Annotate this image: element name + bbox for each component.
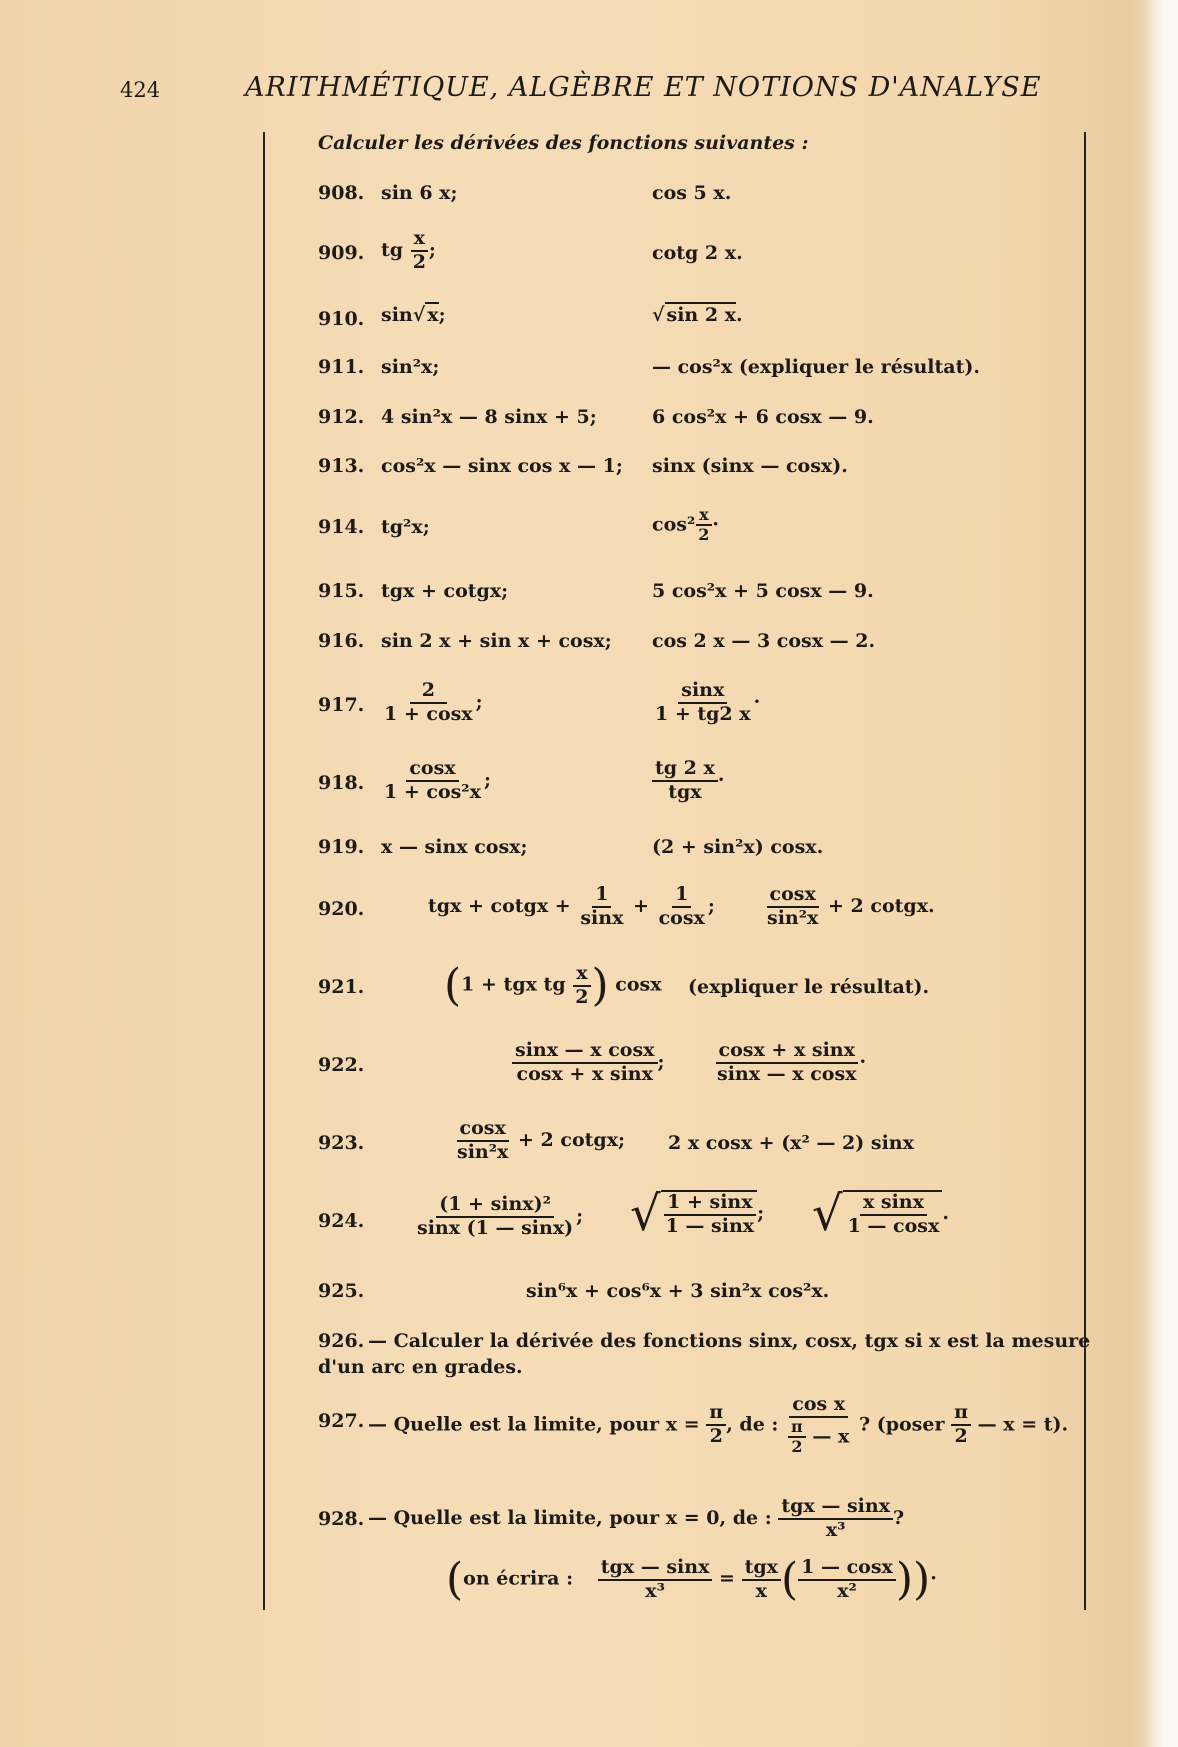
problem-number: 915. — [318, 580, 365, 602]
problem-number: 908. — [318, 182, 365, 204]
denominator: 1 + cosx — [384, 702, 473, 725]
numerator: 1 — cosx — [798, 1557, 896, 1581]
numerator: cosx — [406, 758, 458, 782]
problem-expr-a: tgx + cotgx; — [381, 580, 509, 602]
problem-expr-b — [652, 506, 719, 545]
fraction — [661, 1190, 758, 1238]
radical-icon: √ — [652, 304, 665, 326]
fraction — [764, 884, 821, 930]
problem-text: d'un arc en grades. — [318, 1356, 523, 1378]
numerator: cosx + x sinx — [716, 1040, 858, 1064]
fraction — [656, 884, 708, 930]
denominator: 1 + tg2 x — [655, 702, 751, 725]
problem-expr-b: 5 cos²x + 5 cosx — 9. — [652, 580, 874, 602]
fraction — [843, 1190, 943, 1238]
expr-text: ; — [428, 238, 436, 261]
expr-text: · — [753, 690, 761, 713]
denominator: 2 — [709, 1425, 723, 1448]
problem-expr-b: — cos²x (expliquer le résultat). — [652, 356, 980, 378]
numerator: tgx — [742, 1557, 781, 1581]
problem-expr-b: 2 x cosx + (x² — 2) sinx — [668, 1132, 914, 1154]
problem-text — [368, 1394, 1068, 1457]
denominator: 2 — [954, 1425, 968, 1448]
fraction — [951, 1402, 971, 1448]
problem-expr-a — [428, 884, 715, 930]
denominator: sin²x — [767, 906, 819, 929]
radical-icon: √ — [412, 304, 426, 326]
problem-expr-b — [652, 304, 743, 326]
problem-expr-a — [512, 1040, 665, 1086]
page-edge — [1144, 0, 1178, 1747]
problem-expr-b — [652, 758, 724, 804]
problem-expr-a: sin 6 x; — [381, 182, 458, 204]
expr-text: tgx + cotgx + — [428, 894, 571, 917]
fraction — [788, 1418, 806, 1457]
fraction — [778, 1496, 893, 1542]
denominator: x³ — [645, 1579, 665, 1602]
problem-expr-b — [630, 1186, 764, 1242]
numerator: x — [696, 506, 712, 526]
denominator: cosx — [658, 906, 705, 929]
expr-text: + 2 cotgx; — [518, 1128, 626, 1151]
problem-hint — [446, 1554, 937, 1605]
numerator: π — [706, 1402, 726, 1426]
numerator: x sinx — [860, 1192, 927, 1216]
expr-text: — x — [812, 1425, 850, 1448]
problem-number: 922. — [318, 1054, 365, 1076]
expr-text: · — [930, 1567, 937, 1590]
denominator: 2 — [575, 985, 589, 1008]
problem-expr-a: 4 sin²x — 8 sinx + 5; — [381, 406, 597, 428]
expr-text: ? — [893, 1506, 905, 1529]
numerator: 1 — [592, 884, 611, 908]
problem-number: 923. — [318, 1132, 365, 1154]
radical-icon: √ — [812, 1186, 843, 1242]
problem-expr-b: cos 5 x. — [652, 182, 732, 204]
page-number: 424 — [120, 78, 161, 102]
denominator: 1 — cosx — [847, 1215, 940, 1237]
expr-text: ; — [483, 768, 491, 791]
exercise-intro: Calculer les dérivées des fonctions suivantes : — [318, 132, 809, 154]
fraction — [454, 1118, 511, 1164]
problem-text: — Calculer la dérivée des fonctions sinx, cosx, tgx si x est la mesure — [368, 1330, 1091, 1352]
numerator: 1 + sinx — [664, 1192, 755, 1216]
problem-number: 928. — [318, 1508, 365, 1530]
problem-expr-a: sin²x; — [381, 356, 440, 378]
problem-expr-a — [381, 758, 491, 804]
problem-number: 927. — [318, 1410, 365, 1432]
denominator: 2 — [412, 250, 426, 273]
numerator: π — [951, 1402, 971, 1426]
problem-number: 909. — [318, 242, 365, 264]
expr-text: sin — [381, 304, 413, 326]
denominator: x³ — [825, 1518, 846, 1541]
denominator: 2 — [791, 1437, 803, 1457]
problem-expr-a — [444, 960, 662, 1011]
right-rule — [1084, 132, 1086, 1610]
expr-text: — x = t). — [977, 1413, 1069, 1436]
denominator: sinx (1 — sinx) — [417, 1216, 574, 1239]
expr-text: = — [719, 1567, 735, 1590]
expr-text: ; — [438, 304, 446, 326]
expr-text: ; — [757, 1202, 765, 1224]
numerator: tg 2 x — [652, 758, 718, 782]
expr-text: · — [717, 768, 725, 791]
problem-number: 918. — [318, 772, 365, 794]
fraction — [577, 884, 626, 930]
numerator: cosx — [457, 1118, 509, 1142]
radicand: x — [427, 304, 439, 326]
fraction — [714, 1040, 860, 1086]
fraction — [695, 506, 712, 545]
expr-text: . — [942, 1202, 949, 1224]
expr-text: ; — [707, 894, 715, 917]
numerator: x — [573, 963, 590, 987]
problem-expr-b — [764, 884, 935, 930]
problem-number: 913. — [318, 455, 365, 477]
denominator: 2 — [698, 525, 710, 545]
problem-expr-a: sin 2 x + sin x + cosx; — [381, 630, 612, 652]
problem-number: 919. — [318, 836, 365, 858]
problem-expr-b: cotg 2 x. — [652, 242, 743, 264]
numerator: (1 + sinx)² — [436, 1194, 554, 1218]
denominator: 1 + cos²x — [384, 780, 481, 803]
denominator: sinx — x cosx — [717, 1062, 857, 1085]
fraction — [572, 963, 591, 1009]
paren-right-icon: )) — [895, 1554, 931, 1605]
problem-number: 920. — [318, 898, 365, 920]
fraction — [652, 680, 754, 726]
problem-expr-b — [714, 1040, 866, 1086]
problem-expr-a: tg²x; — [381, 516, 430, 538]
fraction — [381, 758, 484, 804]
problem-expr-b: (2 + sin²x) cosx. — [652, 836, 824, 858]
expr-text: tg — [381, 238, 404, 261]
numerator: sinx — [678, 680, 727, 704]
expr-text: . — [736, 304, 743, 326]
problem-expr-b: sinx (sinx — cosx). — [652, 455, 848, 477]
expr-text: + 2 cotgx. — [828, 894, 935, 917]
denominator: 1 — sinx — [665, 1215, 755, 1237]
fraction — [410, 228, 429, 274]
expr-text: , de : — [726, 1413, 779, 1436]
numerator: cosx — [767, 884, 819, 908]
problem-number: 924. — [318, 1210, 365, 1232]
expr-text: cosx — [615, 973, 662, 996]
problem-expr-a — [414, 1194, 583, 1240]
radicand: sin 2 x — [666, 304, 737, 326]
fraction — [785, 1394, 852, 1457]
numerator: tgx — sinx — [598, 1557, 713, 1581]
expr-text: — Quelle est la limite, pour x = — [368, 1413, 700, 1436]
paren-left-icon: ( — [444, 960, 462, 1011]
fraction — [742, 1557, 781, 1603]
denominator: sinx — [580, 906, 624, 929]
problem-expr-a: cos²x — sinx cos x — 1; — [381, 455, 623, 477]
expr-text: — Quelle est la limite, pour x = 0, de : — [368, 1506, 772, 1529]
numerator: x — [411, 228, 428, 252]
paren-left-icon: ( — [780, 1554, 799, 1605]
denominator: x — [755, 1579, 767, 1602]
expr-text: ; — [475, 690, 483, 713]
problem-number: 925. — [318, 1280, 365, 1302]
numerator: 2 — [410, 680, 447, 704]
problem-expr-b — [652, 680, 760, 726]
denominator: cosx + x sinx — [516, 1062, 653, 1085]
running-head: ARITHMÉTIQUE, ALGÈBRE ET NOTIONS D'ANALYSE — [245, 72, 1042, 103]
denominator — [785, 1418, 852, 1457]
numerator: tgx — sinx — [778, 1496, 893, 1520]
problem-number: 910. — [318, 308, 365, 330]
problem-number: 912. — [318, 406, 365, 428]
numerator: 1 — [672, 884, 691, 908]
expr-text: · — [712, 513, 720, 536]
denominator: sin²x — [457, 1140, 509, 1163]
expr-text: 1 + tgx tg — [461, 973, 566, 996]
paren-right-icon: ) — [591, 960, 609, 1011]
problem-expr-b: (expliquer le résultat). — [688, 976, 930, 998]
fraction — [414, 1194, 576, 1240]
problem-number: 917. — [318, 694, 365, 716]
numerator: sinx — x cosx — [512, 1040, 658, 1064]
problem-number: 911. — [318, 356, 365, 378]
problem-number: 926. — [318, 1330, 365, 1352]
numerator: π — [788, 1418, 806, 1438]
expr-text: ; — [657, 1050, 665, 1073]
problem-text — [368, 1496, 904, 1542]
left-rule — [263, 132, 265, 1610]
fraction — [706, 1402, 726, 1448]
expr-text: · — [859, 1050, 867, 1073]
problem-expr-a — [381, 304, 446, 326]
problem-number: 921. — [318, 976, 365, 998]
fraction — [381, 680, 476, 726]
problem-expr-a: x — sinx cosx; — [381, 836, 528, 858]
denominator: x² — [837, 1579, 857, 1602]
fraction — [598, 1557, 713, 1603]
problem-expr-b: cos 2 x — 3 cosx — 2. — [652, 630, 876, 652]
paren-left-icon: ( — [446, 1554, 464, 1605]
expr-text: cos² — [652, 513, 696, 536]
denominator: tgx — [668, 780, 702, 803]
problem-expr-a: sin⁶x + cos⁶x + 3 sin²x cos²x. — [526, 1280, 830, 1302]
expr-text: + — [633, 894, 649, 917]
problem-number: 916. — [318, 630, 365, 652]
fraction — [652, 758, 718, 804]
problem-expr-b: 6 cos²x + 6 cosx — 9. — [652, 406, 874, 428]
problem-expr-c — [812, 1186, 949, 1242]
problem-expr-a — [381, 228, 436, 274]
expr-text: on écrira : — [463, 1567, 574, 1590]
radical-icon: √ — [630, 1186, 661, 1242]
expr-text: ? (poser — [858, 1413, 945, 1436]
problem-number: 914. — [318, 516, 365, 538]
numerator: cos x — [789, 1394, 848, 1418]
problem-expr-a — [381, 680, 483, 726]
problem-expr-a — [454, 1118, 625, 1164]
fraction — [798, 1557, 896, 1603]
expr-text: ; — [576, 1204, 584, 1227]
fraction — [512, 1040, 658, 1086]
